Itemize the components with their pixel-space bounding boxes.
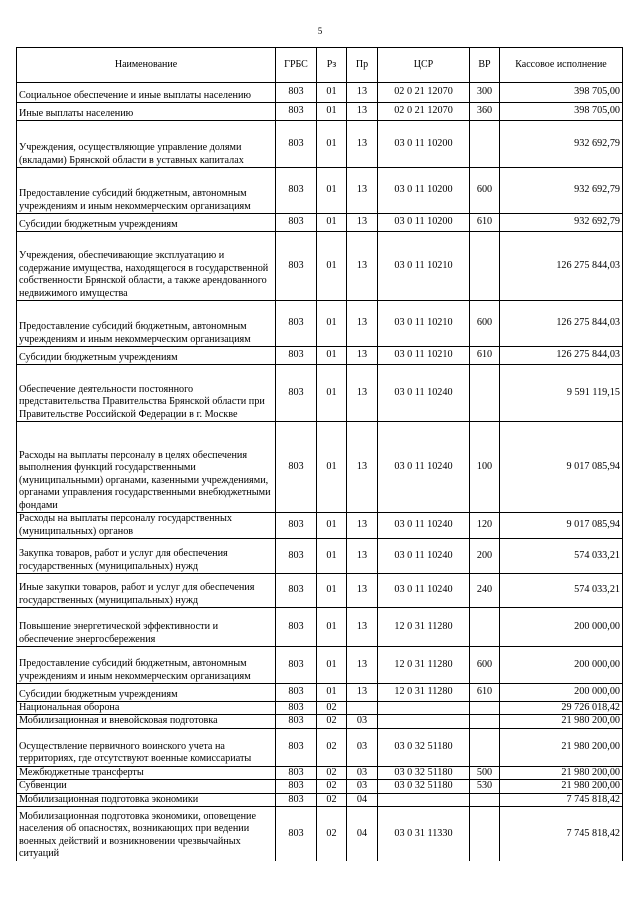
table-row — [17, 780, 623, 793]
cell-pr: 13 — [347, 422, 378, 513]
cell-grbs: 803 — [276, 807, 317, 861]
table-row — [17, 647, 623, 684]
page-number: 5 — [317, 26, 323, 36]
header-amount: Кассовое исполнение — [500, 48, 623, 83]
table-row — [17, 715, 623, 728]
cell-amount: 574 033,21 — [500, 574, 623, 608]
cell-name: Национальная оборона — [17, 702, 276, 715]
cell-amount: 398 705,00 — [500, 103, 623, 121]
cell-grbs: 803 — [276, 347, 317, 365]
cell-amount: 200 000,00 — [500, 684, 623, 702]
cell-grbs: 803 — [276, 422, 317, 513]
cell-vr — [470, 121, 500, 168]
cell-name: Мобилизационная и вневойсковая подготовка — [17, 715, 276, 728]
cell-amount: 21 980 200,00 — [500, 766, 623, 779]
cell-vr — [470, 608, 500, 647]
cell-grbs: 803 — [276, 793, 317, 806]
cell-pr: 03 — [347, 766, 378, 779]
cell-amount: 126 275 844,03 — [500, 347, 623, 365]
cell-pr: 13 — [347, 83, 378, 103]
cell-pr: 04 — [347, 807, 378, 861]
table-row — [17, 121, 623, 168]
cell-vr: 600 — [470, 168, 500, 214]
table-row — [17, 608, 623, 647]
cell-rz: 01 — [317, 365, 347, 422]
cell-amount: 21 980 200,00 — [500, 780, 623, 793]
cell-vr — [470, 728, 500, 766]
header-name: Наименование — [17, 48, 276, 83]
cell-name: Расходы на выплаты персоналу в целях обеспечения выполнения функций государственными (муниципальными) органами, казенными учреждениями, органами управления государственными внебюджетными фондами — [17, 422, 276, 513]
table-body — [17, 83, 623, 861]
cell-csr: 03 0 11 10200 — [378, 214, 470, 232]
cell-rz: 02 — [317, 766, 347, 779]
cell-csr: 03 0 11 10210 — [378, 232, 470, 301]
cell-name: Предоставление субсидий бюджетным, автономным учреждениям и иным некоммерческим организациям — [17, 301, 276, 347]
table-row — [17, 702, 623, 715]
cell-csr: 02 0 21 12070 — [378, 103, 470, 121]
table-row — [17, 365, 623, 422]
cell-vr — [470, 702, 500, 715]
cell-vr: 360 — [470, 103, 500, 121]
cell-grbs: 803 — [276, 684, 317, 702]
cell-amount: 200 000,00 — [500, 647, 623, 684]
cell-vr — [470, 715, 500, 728]
cell-name: Мобилизационная подготовка экономики, оповещение населения об опасностях, возникающих при ведении военных действий и возникновении чрезвычайных ситуаций — [17, 807, 276, 861]
table-row — [17, 728, 623, 766]
cell-csr: 03 0 32 51180 — [378, 780, 470, 793]
cell-amount: 9 017 085,94 — [500, 513, 623, 539]
cell-grbs: 803 — [276, 103, 317, 121]
cell-rz: 01 — [317, 103, 347, 121]
cell-name: Закупка товаров, работ и услуг для обеспечения государственных (муниципальных) нужд — [17, 539, 276, 574]
cell-rz: 01 — [317, 83, 347, 103]
cell-pr — [347, 702, 378, 715]
cell-pr: 13 — [347, 365, 378, 422]
table-row — [17, 766, 623, 779]
cell-amount: 29 726 018,42 — [500, 702, 623, 715]
cell-name: Межбюджетные трансферты — [17, 766, 276, 779]
cell-csr — [378, 702, 470, 715]
cell-name: Расходы на выплаты персоналу государственных (муниципальных) органов — [17, 513, 276, 539]
cell-name: Предоставление субсидий бюджетным, автономным учреждениям и иным некоммерческим организациям — [17, 647, 276, 684]
cell-grbs: 803 — [276, 780, 317, 793]
cell-pr: 03 — [347, 728, 378, 766]
cell-csr: 03 0 11 10240 — [378, 422, 470, 513]
table-header-row — [17, 48, 623, 83]
cell-name: Учреждения, осуществляющие управление долями (вкладами) Брянской области в уставных капиталах — [17, 121, 276, 168]
cell-pr: 13 — [347, 513, 378, 539]
cell-csr: 03 0 32 51180 — [378, 728, 470, 766]
cell-csr: 03 0 31 11330 — [378, 807, 470, 861]
cell-name: Предоставление субсидий бюджетным, автономным учреждениям и иным некоммерческим организациям — [17, 168, 276, 214]
cell-grbs: 803 — [276, 647, 317, 684]
cell-grbs: 803 — [276, 83, 317, 103]
cell-rz: 01 — [317, 608, 347, 647]
cell-vr: 300 — [470, 83, 500, 103]
cell-vr: 120 — [470, 513, 500, 539]
cell-grbs: 803 — [276, 702, 317, 715]
cell-amount: 21 980 200,00 — [500, 728, 623, 766]
table-row — [17, 214, 623, 232]
cell-rz: 02 — [317, 807, 347, 861]
cell-amount: 7 745 818,42 — [500, 793, 623, 806]
cell-csr: 03 0 11 10240 — [378, 574, 470, 608]
cell-csr: 03 0 11 10240 — [378, 365, 470, 422]
cell-amount: 932 692,79 — [500, 214, 623, 232]
header-csr: ЦСР — [378, 48, 470, 83]
cell-csr: 03 0 11 10200 — [378, 121, 470, 168]
table-row — [17, 513, 623, 539]
cell-rz: 01 — [317, 168, 347, 214]
cell-grbs: 803 — [276, 766, 317, 779]
cell-grbs: 803 — [276, 608, 317, 647]
table-row — [17, 347, 623, 365]
cell-vr: 530 — [470, 780, 500, 793]
cell-csr: 12 0 31 11280 — [378, 608, 470, 647]
cell-pr: 13 — [347, 347, 378, 365]
cell-vr — [470, 807, 500, 861]
cell-name: Субсидии бюджетным учреждениям — [17, 684, 276, 702]
table-row — [17, 301, 623, 347]
cell-csr: 02 0 21 12070 — [378, 83, 470, 103]
table-row — [17, 168, 623, 214]
cell-grbs: 803 — [276, 539, 317, 574]
cell-rz: 01 — [317, 347, 347, 365]
cell-grbs: 803 — [276, 301, 317, 347]
cell-rz: 02 — [317, 793, 347, 806]
cell-amount: 9 017 085,94 — [500, 422, 623, 513]
table-row — [17, 232, 623, 301]
cell-grbs: 803 — [276, 168, 317, 214]
cell-vr: 200 — [470, 539, 500, 574]
header-vr: ВР — [470, 48, 500, 83]
cell-grbs: 803 — [276, 214, 317, 232]
cell-name: Мобилизационная подготовка экономики — [17, 793, 276, 806]
cell-rz: 02 — [317, 780, 347, 793]
cell-pr: 13 — [347, 214, 378, 232]
cell-rz: 01 — [317, 647, 347, 684]
cell-rz: 01 — [317, 684, 347, 702]
cell-grbs: 803 — [276, 715, 317, 728]
cell-pr: 13 — [347, 168, 378, 214]
cell-pr: 03 — [347, 780, 378, 793]
cell-pr: 13 — [347, 539, 378, 574]
cell-amount: 7 745 818,42 — [500, 807, 623, 861]
table-row — [17, 684, 623, 702]
table-row — [17, 103, 623, 121]
cell-vr: 610 — [470, 214, 500, 232]
cell-amount: 21 980 200,00 — [500, 715, 623, 728]
cell-csr: 03 0 11 10210 — [378, 301, 470, 347]
cell-rz: 01 — [317, 513, 347, 539]
cell-pr: 13 — [347, 121, 378, 168]
cell-rz: 02 — [317, 728, 347, 766]
cell-rz: 01 — [317, 539, 347, 574]
cell-rz: 01 — [317, 422, 347, 513]
cell-grbs: 803 — [276, 574, 317, 608]
cell-name: Учреждения, обеспечивающие эксплуатацию и содержание имущества, находящегося в государственной собственности Брянской области, а также арендованного недвижимого имущества — [17, 232, 276, 301]
cell-pr: 13 — [347, 103, 378, 121]
cell-name: Иные закупки товаров, работ и услуг для обеспечения государственных (муниципальных) нужд — [17, 574, 276, 608]
budget-execution-table — [16, 47, 623, 861]
table-row — [17, 807, 623, 861]
cell-amount: 126 275 844,03 — [500, 232, 623, 301]
cell-name: Социальное обеспечение и иные выплаты населению — [17, 83, 276, 103]
cell-pr: 13 — [347, 608, 378, 647]
cell-vr: 240 — [470, 574, 500, 608]
cell-rz: 01 — [317, 301, 347, 347]
cell-pr: 03 — [347, 715, 378, 728]
cell-amount: 200 000,00 — [500, 608, 623, 647]
cell-name: Субсидии бюджетным учреждениям — [17, 347, 276, 365]
header-grbs: ГРБС — [276, 48, 317, 83]
cell-amount: 398 705,00 — [500, 83, 623, 103]
cell-rz: 02 — [317, 715, 347, 728]
cell-csr: 03 0 11 10210 — [378, 347, 470, 365]
cell-pr: 13 — [347, 647, 378, 684]
cell-name: Иные выплаты населению — [17, 103, 276, 121]
cell-name: Субсидии бюджетным учреждениям — [17, 214, 276, 232]
cell-pr: 04 — [347, 793, 378, 806]
cell-name: Субвенции — [17, 780, 276, 793]
cell-vr — [470, 793, 500, 806]
cell-grbs: 803 — [276, 728, 317, 766]
cell-vr: 100 — [470, 422, 500, 513]
cell-vr: 610 — [470, 684, 500, 702]
cell-vr: 500 — [470, 766, 500, 779]
cell-rz: 01 — [317, 574, 347, 608]
cell-name: Обеспечение деятельности постоянного представительства Правительства Брянской области при Правительстве Российской Федерации в г. Москве — [17, 365, 276, 422]
cell-pr: 13 — [347, 574, 378, 608]
table-row — [17, 574, 623, 608]
cell-rz: 01 — [317, 214, 347, 232]
cell-csr — [378, 715, 470, 728]
cell-pr: 13 — [347, 301, 378, 347]
table-row — [17, 83, 623, 103]
cell-vr: 610 — [470, 347, 500, 365]
cell-csr: 03 0 11 10200 — [378, 168, 470, 214]
cell-grbs: 803 — [276, 232, 317, 301]
cell-csr: 03 0 11 10240 — [378, 539, 470, 574]
cell-vr: 600 — [470, 301, 500, 347]
cell-amount: 932 692,79 — [500, 121, 623, 168]
cell-csr: 03 0 32 51180 — [378, 766, 470, 779]
header-rz: Рз — [317, 48, 347, 83]
cell-csr — [378, 793, 470, 806]
cell-rz: 02 — [317, 702, 347, 715]
cell-grbs: 803 — [276, 121, 317, 168]
cell-grbs: 803 — [276, 513, 317, 539]
cell-name: Осуществление первичного воинского учета на территориях, где отсутствуют военные комиссариаты — [17, 728, 276, 766]
cell-csr: 12 0 31 11280 — [378, 684, 470, 702]
cell-name: Повышение энергетической эффективности и обеспечение энергосбережения — [17, 608, 276, 647]
cell-amount: 574 033,21 — [500, 539, 623, 574]
cell-vr: 600 — [470, 647, 500, 684]
cell-csr: 03 0 11 10240 — [378, 513, 470, 539]
header-pr: Пр — [347, 48, 378, 83]
cell-rz: 01 — [317, 232, 347, 301]
table-row — [17, 422, 623, 513]
cell-grbs: 803 — [276, 365, 317, 422]
cell-pr: 13 — [347, 684, 378, 702]
cell-vr — [470, 232, 500, 301]
cell-amount: 126 275 844,03 — [500, 301, 623, 347]
table-row — [17, 793, 623, 806]
cell-csr: 12 0 31 11280 — [378, 647, 470, 684]
cell-amount: 932 692,79 — [500, 168, 623, 214]
cell-rz: 01 — [317, 121, 347, 168]
cell-vr — [470, 365, 500, 422]
cell-pr: 13 — [347, 232, 378, 301]
cell-amount: 9 591 119,15 — [500, 365, 623, 422]
table-row — [17, 539, 623, 574]
